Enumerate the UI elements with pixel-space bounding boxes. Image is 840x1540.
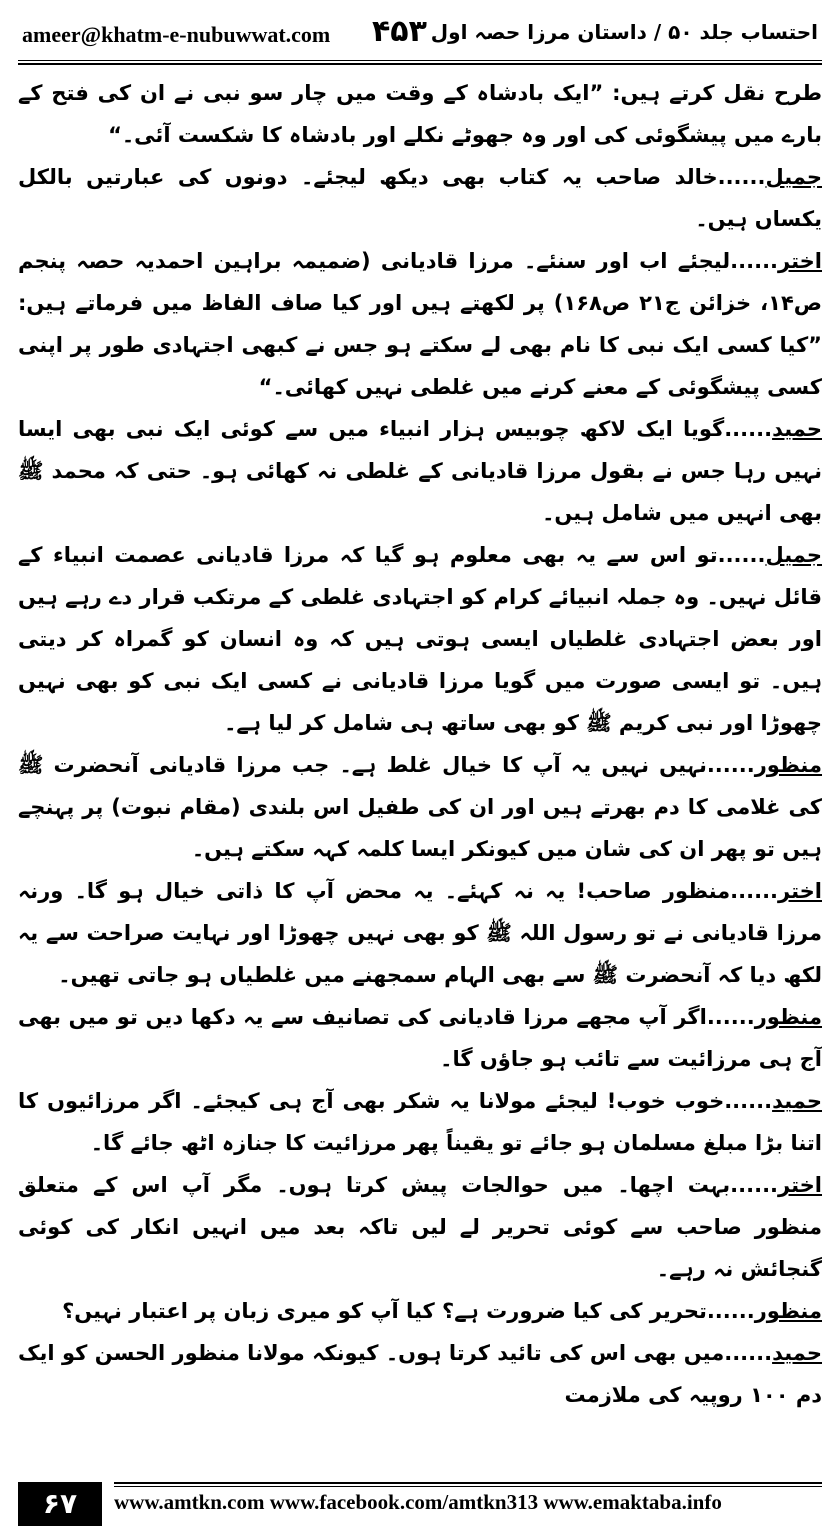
header-page-number: ۴۵۳ — [372, 14, 427, 49]
paragraph — [18, 1080, 822, 1164]
footer-website-links: www.amtkn.com www.facebook.com/amtkn313 www.emaktaba.info — [114, 1490, 722, 1514]
page-footer — [18, 1482, 822, 1526]
paragraph — [18, 72, 822, 156]
speaker-name: اختر — [778, 249, 822, 273]
speaker-name: منظور — [754, 753, 822, 777]
header-divider — [18, 60, 822, 65]
page-body — [18, 72, 822, 1472]
paragraph-text: ......نہیں نہیں یہ آپ کا خیال غلط ہے۔ جب مرزا قادیانی آنحضرت ﷺ کی غلامی کا دم بھرتے ہیں اور ان کی طفیل اس بلندی (مقام نبوت) پر پہنچے ہیں تو پھر ان کی شان میں کیونکر ایسا کلمہ کہہ سکتے ہیں۔ — [18, 753, 822, 861]
paragraph — [18, 240, 822, 408]
header-email: ameer@khatm-e-nubuwwat.com — [22, 22, 331, 47]
speaker-name: منظور — [754, 1005, 822, 1029]
paragraph — [18, 1164, 822, 1290]
paragraph — [18, 996, 822, 1080]
speaker-name: جمیل — [765, 543, 822, 567]
speaker-name: حمید — [772, 417, 822, 441]
speaker-name: حمید — [772, 1089, 822, 1113]
paragraph — [18, 1332, 822, 1416]
paragraph — [18, 156, 822, 240]
paragraph — [18, 1290, 822, 1332]
speaker-name: جمیل — [765, 165, 822, 189]
paragraph-text: ......میں بھی اس کی تائید کرتا ہوں۔ کیونکہ مولانا منظور الحسن کو ایک دم ۱۰۰ روپیہ کی ملازمت — [18, 1341, 822, 1407]
paragraph-text: ......تحریر کی کیا ضرورت ہے؟ کیا آپ کو میری زبان پر اعتبار نہیں؟ — [62, 1299, 755, 1323]
speaker-name: منظور — [754, 1299, 822, 1323]
paragraph-text: ......اگر آپ مجھے مرزا قادیانی کی تصانیف سے یہ دکھا دیں تو میں بھی آج ہی مرزائیت سے تائب ہو جاؤں گا۔ — [18, 1005, 822, 1071]
speaker-name: اختر — [778, 879, 822, 903]
paragraph-text: ......تو اس سے یہ بھی معلوم ہو گیا کہ مرزا قادیانی عصمت انبیاء کے قائل نہیں۔ وہ جملہ انبیائے کرام کو اجتہادی غلطی کے مرتکب قرار دے رہے ہیں اور بعض اجتہادی غلطیاں ایسی ہوتی ہیں کہ وہ انسان کو گمراہ کر دیتی ہیں۔ تو ایسی صورت میں گویا مرزا قادیانی نے کسی ایک نبی کو بھی نہیں چھوڑا اور نبی کریم ﷺ کو بھی ساتھ ہی شامل کر لیا ہے۔ — [18, 543, 822, 735]
paragraph — [18, 870, 822, 996]
footer-divider-thin — [114, 1486, 822, 1487]
footer-divider — [114, 1482, 822, 1484]
paragraph-text: ......لیجئے اب اور سنئے۔ مرزا قادیانی (ضمیمہ براہین احمدیہ حصہ پنجم ص۱۴، خزائن ج۲۱ ص۱۶۸) پر لکھتے ہیں اور کیا صاف الفاظ میں فرماتے ہیں: ”کیا کسی ایک نبی کا نام بھی لے سکتے ہو جس نے کبھی اجتہادی طور پر اپنی کسی پیشگوئی کے معنے کرنے میں غلطی نہیں کھائی۔“ — [18, 249, 822, 399]
page-header — [22, 14, 818, 54]
speaker-name: اختر — [778, 1173, 822, 1197]
paragraph-text: ......منظور صاحب! یہ نہ کہئے۔ یہ محض آپ کا ذاتی خیال ہو گا۔ ورنہ مرزا قادیانی نے تو رسول اللہ ﷺ کو بھی نہیں چھوڑا اور نہایت صراحت سے یہ لکھ دیا کہ آنحضرت ﷺ سے بھی الہام سمجھنے میں غلطیاں ہو جاتی تھیں۔ — [18, 879, 822, 987]
paragraph — [18, 408, 822, 534]
speaker-name: حمید — [772, 1341, 822, 1365]
paragraph-text: ......بہت اچھا۔ میں حوالجات پیش کرتا ہوں۔ مگر آپ اس کے متعلق منظور صاحب سے کوئی تحریر لے لیں تاکہ بعد میں انہیں انکار کی کوئی گنجائش نہ رہے۔ — [18, 1173, 822, 1281]
paragraph-text: ......خوب خوب! لیجئے مولانا یہ شکر بھی آج ہی کیجئے۔ اگر مرزائیوں کا اتنا بڑا مبلغ مسلمان ہو جائے تو یقیناً پھر مرزائیت کا جنازہ اٹھ جائے گا۔ — [18, 1089, 822, 1155]
paragraph — [18, 744, 822, 870]
paragraph-text: ......خالد صاحب یہ کتاب بھی دیکھ لیجئے۔ دونوں کی عبارتیں بالکل یکساں ہیں۔ — [18, 165, 822, 231]
footer-page-number: ۶۷ — [18, 1482, 102, 1526]
header-book-title: احتساب جلد ۵۰ / داستان مرزا حصہ اول — [430, 20, 818, 44]
paragraph-text: طرح نقل کرتے ہیں: ”ایک بادشاہ کے وقت میں چار سو نبی نے ان کی فتح کے بارے میں پیشگوئی کی اور وہ جھوٹے نکلے اور بادشاہ کا شکست آئی۔“ — [18, 81, 822, 147]
paragraph — [18, 534, 822, 744]
paragraph-text: ......گویا ایک لاکھ چوبیس ہزار انبیاء میں سے کوئی ایک نبی بھی ایسا نہیں رہا جس نے بقول مرزا قادیانی کے غلطی نہ کھائی ہو۔ حتی کہ محمد ﷺ بھی انہیں میں شامل ہیں۔ — [18, 417, 822, 525]
